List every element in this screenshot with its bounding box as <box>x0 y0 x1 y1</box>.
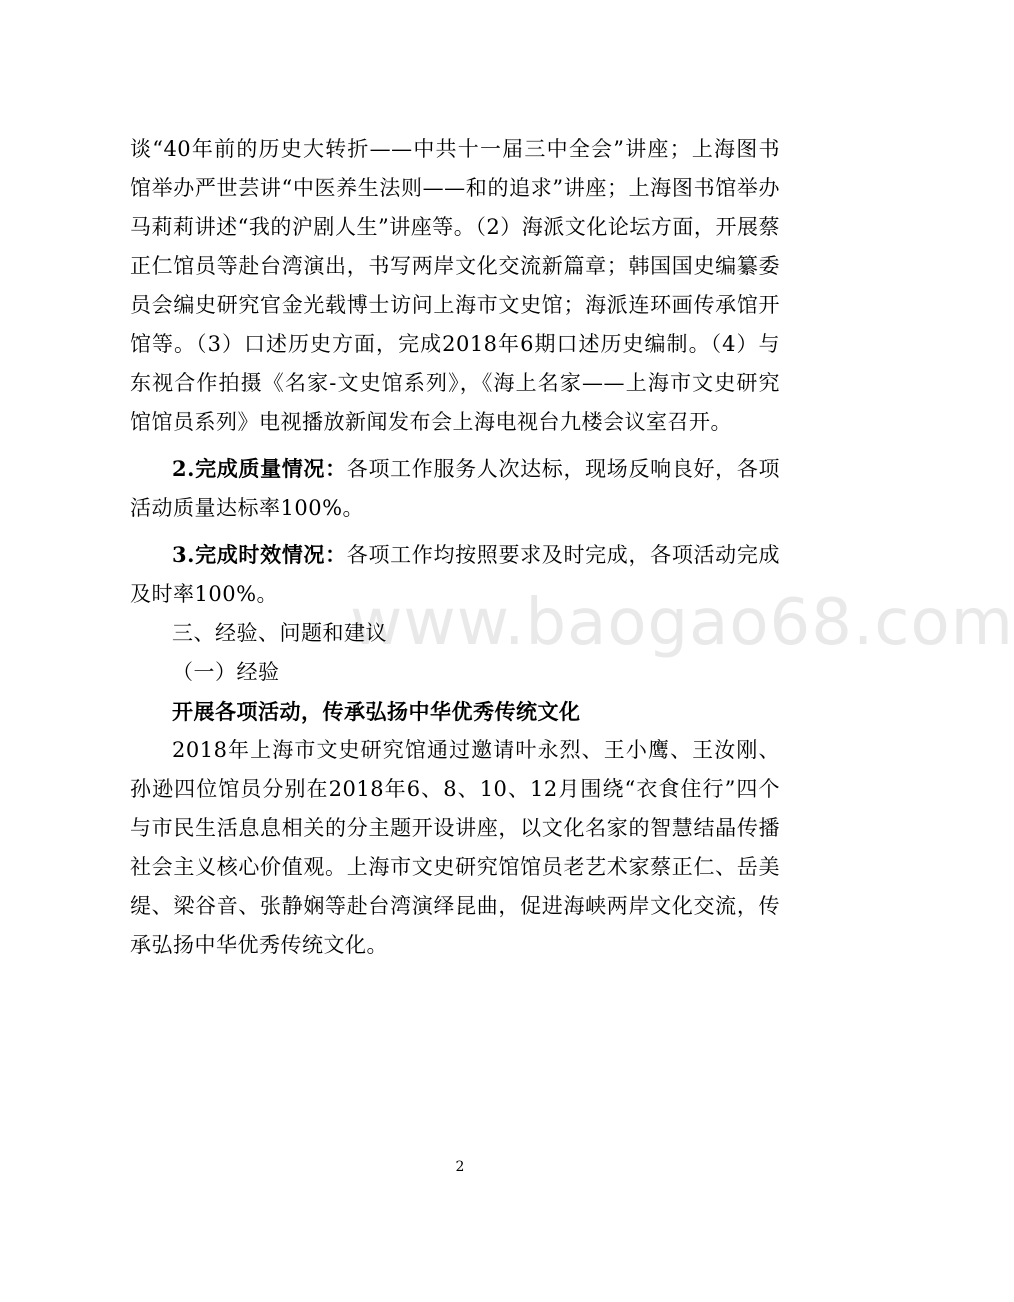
paragraph-lectures-continued: 谈“40年前的历史大转折——中共十一届三中全会”讲座；上海图书馆举办严世芸讲“中医养生法则——和的追求”讲座；上海图书馆举办马莉莉讲述“我的沪剧人生”讲座等。（2）海派文化论坛方面，开展蔡正仁馆员等赴台湾演出，书写两岸文化交流新篇章；韩国国史编纂委员会编史研究官金光载博士访问上海市文史馆；海派连环画传承馆开馆等。（3）口述历史方面，完成2018年6期口述历史编制。（4）与东视合作拍摄《名家-文史馆系列》，《海上名家——上海市文史研究馆馆员系列》电视播放新闻发布会上海电视台九楼会议室召开。 <box>130 137 780 434</box>
experience-title: 开展各项活动，传承弘扬中华优秀传统文化 <box>172 699 581 724</box>
subsection-heading: （一）经验 <box>172 660 280 684</box>
watermark: www.baogao68.com <box>350 586 1014 660</box>
document-body <box>130 130 780 965</box>
paragraph-quality <box>130 449 780 528</box>
page-number: 2 <box>455 1159 465 1175</box>
timeliness-label: 3.完成时效情况： <box>172 542 347 567</box>
paragraph-experience: 2018年上海市文史研究馆通过邀请叶永烈、王小鹰、王汝刚、孙逊四位馆员分别在2018年6、8、10、12月围绕“衣食住行”四个与市民生活息息相关的分主题开设讲座，以文化名家的智慧结晶传播社会主义核心价值观。上海市文史研究馆馆员老艺术家蔡正仁、岳美缇、梁谷音、张静娴等赴台湾演绎昆曲，促进海峡两岸文化交流，传承弘扬中华优秀传统文化。 <box>130 738 780 957</box>
paragraph-timeliness <box>130 535 780 614</box>
quality-label: 2.完成质量情况： <box>172 456 347 481</box>
section-heading: 三、经验、问题和建议 <box>172 621 387 645</box>
timeliness-text: 各项工作均按照要求及时完成，各项活动完成及时率100%。 <box>130 543 780 606</box>
quality-text: 各项工作服务人次达标，现场反响良好，各项活动质量达标率100%。 <box>130 457 780 520</box>
